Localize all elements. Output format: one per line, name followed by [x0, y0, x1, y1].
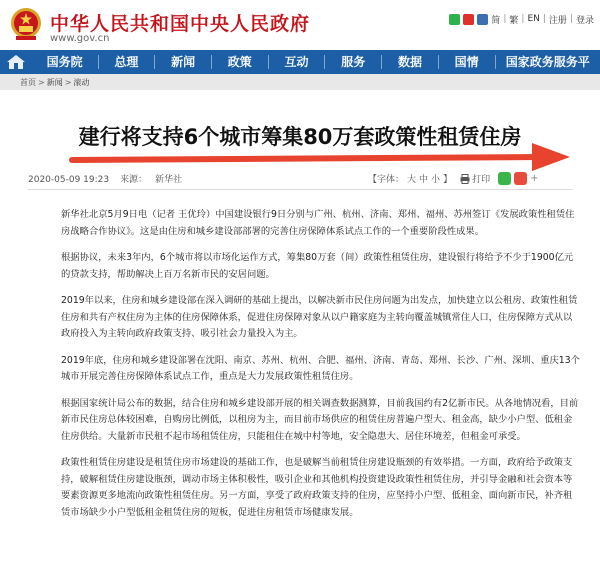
font-size-medium[interactable]: 中 [419, 175, 429, 185]
source-label: 来源： [119, 175, 147, 185]
meta-divider [28, 189, 573, 190]
breadcrumb-news[interactable]: 新闻 [46, 78, 63, 87]
breadcrumb-band [0, 74, 600, 90]
login-link[interactable]: 登录 [575, 15, 594, 26]
article-body [61, 207, 581, 531]
breadcrumb-scroll[interactable]: 滚动 [73, 78, 90, 87]
register-link[interactable]: 注册 [548, 15, 567, 26]
nav-item-premier[interactable]: 总理 [114, 55, 139, 69]
font-size-control [368, 172, 452, 185]
home-icon[interactable] [0, 50, 32, 74]
print-button[interactable] [460, 172, 490, 185]
share-wechat-icon[interactable] [498, 172, 511, 185]
print-icon [460, 174, 470, 184]
article-paragraph: 2019年底，住房和城乡建设部署在沈阳、南京、苏州、杭州、合肥、福州、济南、青岛、郑州、长沙、广州、深圳、重庆13个城市开展完善住房保障体系试点工作，重点是大力发展政策性租赁住房。 [61, 354, 580, 382]
lang-traditional[interactable]: 繁 [509, 15, 519, 26]
nav-item-interaction[interactable]: 互动 [284, 55, 309, 69]
article-paragraph: 根据国家统计局公布的数据，结合住房和城乡建设部开展的相关调查数据测算，目前我国约有2亿新市民。从各地情况看，目前新市民住房总体较困难，自购房比例低，以租房为主，而目前市场供应的租赁住房普遍户型大、租金高，缺少小户型、低租金住房供给。大量新市民租不起市场租赁住房，只能租住在城中村等地，安全隐患大、居住环境差，但租金可承受。 [61, 397, 579, 442]
weibo-icon[interactable] [463, 14, 474, 25]
font-size-close: 】 [443, 175, 453, 185]
font-size-large[interactable]: 大 [407, 175, 417, 185]
nav-item-data[interactable]: 数据 [397, 55, 422, 69]
nav-item-state-council[interactable]: 国务院 [46, 55, 83, 69]
wechat-icon[interactable] [449, 14, 460, 25]
share-tools [498, 172, 538, 185]
article-meta [28, 172, 198, 185]
breadcrumb-home[interactable]: 首页 [20, 78, 36, 87]
print-label: 打印 [472, 175, 491, 185]
nav-item-policy[interactable]: 政策 [227, 55, 252, 69]
publish-date: 2020-05-09 19:23 [28, 175, 110, 185]
nav-item-news[interactable]: 新闻 [171, 55, 196, 69]
font-size-small[interactable]: 小 [431, 175, 441, 185]
header-tools: 简 | 繁 | EN | 注册 | 登录 [449, 12, 594, 26]
site-url: www.gov.cn [50, 33, 110, 44]
site-header [0, 0, 600, 50]
share-more-icon[interactable]: + [530, 173, 539, 184]
mobile-icon[interactable] [477, 14, 488, 25]
nav-item-service-platform[interactable]: 国家政务服务平 [505, 55, 590, 69]
nav-item-national-info[interactable]: 国情 [454, 55, 479, 69]
nav-item-service[interactable]: 服务 [341, 55, 366, 69]
site-title[interactable]: 中华人民共和国中央人民政府 [50, 13, 311, 35]
article-paragraph: 2019年以来，住房和城乡建设部在深入调研的基础上提出，以解决新市民住房问题为出发点，加快建立以公租房、政策性租赁住房和共有产权住房为主体的住房保障体系，促进住房保障对象从以户籍家庭为主转向覆盖城镇常住人口，住房保障方式从以政府投入为主转向政府政策支持、吸引社会力量投入为主。 [61, 295, 578, 339]
font-size-label: 【字体： [368, 175, 405, 185]
main-nav [0, 50, 600, 74]
article-tools [368, 172, 538, 185]
lang-simplified[interactable]: 简 [491, 15, 501, 26]
breadcrumb: 首页 > 新闻 > 滚动 [20, 78, 90, 87]
source-name: 新华社 [155, 175, 183, 185]
article-paragraph: 根据协议，未来3年内，6个城市将以市场化运作方式，筹集80万套（间）政策性租赁住房，建设银行将给予不少于1900亿元的贷款支持，帮助解决上百万名新市民的安居问题。 [61, 252, 574, 280]
lang-english[interactable]: EN [527, 14, 540, 24]
article-title: 建行将支持6个城市筹集80万套政策性租赁住房 [78, 125, 522, 149]
article-paragraph: 新华社北京5月9日电（记者 王优玲）中国建设银行9日分别与广州、杭州、济南、郑州、福州、苏州签订《发展政策性租赁住房战略合作协议》。这是由住房和城乡建设部部署的完善住房保障体系试点工作的一个重要阶段性成果。 [61, 209, 575, 237]
article-paragraph: 政策性租赁住房建设是租赁住房市场建设的基础工作，也是破解当前租赁住房建设瓶颈的有效举措。一方面，政府给予政策支持，破解租赁住房建设瓶颈，调动市场主体积极性，吸引企业和其他机构投资建设政策性租赁住房，并引导金融和社会资本等要素资源更多地流向政策性租赁住房。另一方面，享受了政府政策支持的住房，应坚持小户型、低租金、面向新市民，补齐租赁市场缺少小户型低租金租赁住房的短板，促进住房租赁市场健康发展。 [61, 457, 573, 518]
share-weibo-icon[interactable] [514, 172, 527, 185]
national-emblem-icon[interactable] [10, 7, 42, 41]
